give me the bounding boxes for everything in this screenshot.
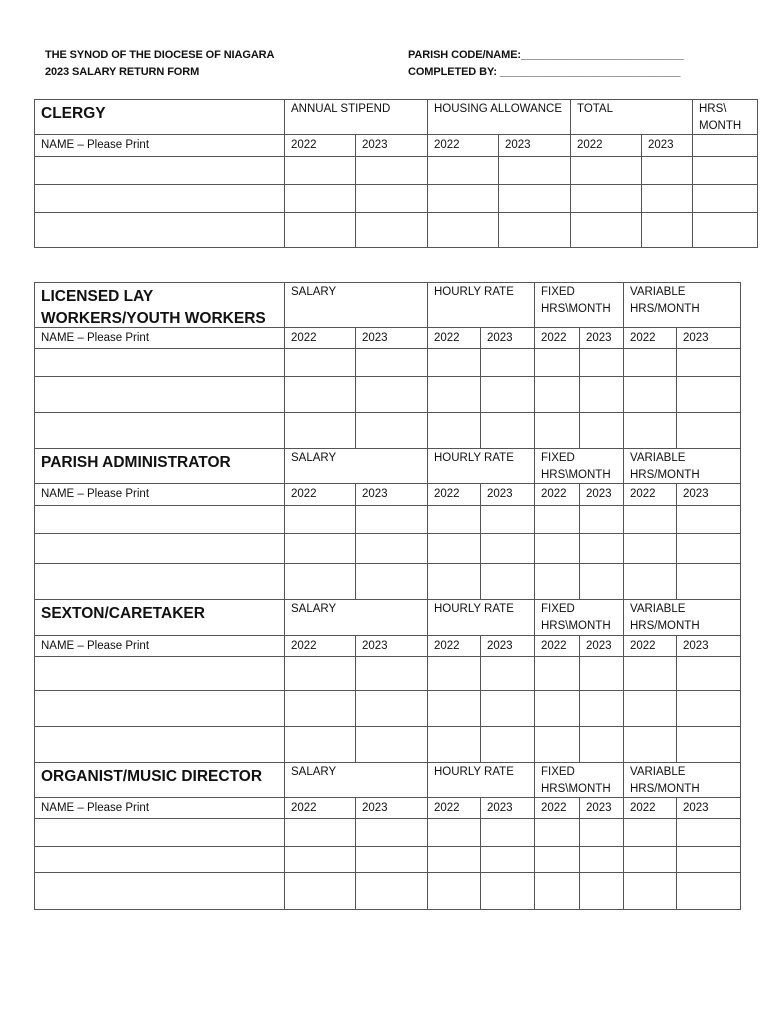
year-column-header: 2022 <box>623 797 677 819</box>
clergy-title: CLERGY <box>34 99 285 135</box>
clergy-amount-input[interactable] <box>355 184 428 213</box>
organist-value-input[interactable] <box>480 872 535 910</box>
lay-worker-value-input[interactable] <box>676 376 741 413</box>
parish-administrator-value-input[interactable] <box>427 505 481 534</box>
parish-code-field[interactable]: PARISH CODE/NAME:___________________________ <box>408 49 684 61</box>
year-column-header: 2022 <box>284 327 356 349</box>
year-column-header: 2023 <box>579 327 624 349</box>
col-group-header: VARIABLE HRS/MONTH <box>623 448 741 484</box>
clergy-col-group-header: TOTAL <box>570 99 693 135</box>
clergy-amount-input[interactable] <box>570 156 642 185</box>
year-column-header: 2022 <box>534 483 580 506</box>
year-column-header: 2023 <box>355 483 428 506</box>
col-group-header: SALARY <box>284 762 428 798</box>
sexton-value-input[interactable] <box>534 690 580 727</box>
lay-worker-value-input[interactable] <box>676 412 741 449</box>
sexton-value-input[interactable] <box>284 726 356 763</box>
clergy-amount-input[interactable] <box>498 212 571 248</box>
organist-value-input[interactable] <box>427 846 481 873</box>
sexton-value-input[interactable] <box>579 726 624 763</box>
year-column-header: 2022 <box>534 797 580 819</box>
year-column-header: 2023 <box>480 327 535 349</box>
lay-worker-value-input[interactable] <box>480 348 535 377</box>
form-title: 2023 SALARY RETURN FORM <box>45 66 200 78</box>
sexton-value-input[interactable] <box>284 690 356 727</box>
clergy-amount-input[interactable] <box>427 212 499 248</box>
year-column-header: 2023 <box>355 327 428 349</box>
organist-title: ORGANIST/MUSIC DIRECTOR <box>34 762 285 798</box>
sexton-value-input[interactable] <box>355 726 428 763</box>
organist-value-input[interactable] <box>355 818 428 847</box>
year-column-header: 2022 <box>534 635 580 657</box>
year-column-header: 2023 <box>480 797 535 819</box>
sexton-value-input[interactable] <box>623 690 677 727</box>
sexton-value-input[interactable] <box>534 726 580 763</box>
organist-value-input[interactable] <box>355 846 428 873</box>
name-column-header: NAME – Please Print <box>34 797 285 819</box>
lay-worker-value-input[interactable] <box>427 412 481 449</box>
col-group-header: FIXED HRS\MONTH <box>534 282 624 328</box>
sexton-value-input[interactable] <box>623 656 677 691</box>
year-column-header: 2023 <box>355 635 428 657</box>
parish-administrator-value-input[interactable] <box>427 533 481 564</box>
clergy-amount-input[interactable] <box>570 212 642 248</box>
lay-worker-value-input[interactable] <box>623 348 677 377</box>
organist-name-input[interactable] <box>34 846 285 873</box>
clergy-amount-input[interactable] <box>284 212 356 248</box>
clergy-amount-input[interactable] <box>498 184 571 213</box>
year-column-header: 2022 <box>623 635 677 657</box>
organist-value-input[interactable] <box>623 846 677 873</box>
parish-administrator-value-input[interactable] <box>579 533 624 564</box>
lay-worker-value-input[interactable] <box>534 376 580 413</box>
parish-administrator-value-input[interactable] <box>480 563 535 600</box>
year-column-header: 2022 <box>570 134 642 157</box>
year-column-header: 2022 <box>534 327 580 349</box>
parish-administrator-value-input[interactable] <box>579 505 624 534</box>
lay-worker-title: LICENSED LAY WORKERS/YOUTH WORKERS <box>34 282 285 328</box>
year-column-header: 2022 <box>284 134 356 157</box>
lay-worker-name-input[interactable] <box>34 412 285 449</box>
sexton-value-input[interactable] <box>579 690 624 727</box>
year-column-header: 2022 <box>427 327 481 349</box>
parish-administrator-value-input[interactable] <box>623 563 677 600</box>
lay-worker-name-input[interactable] <box>34 348 285 377</box>
clergy-name-input[interactable] <box>34 212 285 248</box>
col-group-header: SALARY <box>284 448 428 484</box>
year-column-header: 2022 <box>623 327 677 349</box>
clergy-amount-input[interactable] <box>692 184 758 213</box>
hrs-month-subheader <box>692 134 758 157</box>
parish-administrator-value-input[interactable] <box>284 505 356 534</box>
clergy-amount-input[interactable] <box>692 212 758 248</box>
parish-administrator-value-input[interactable] <box>534 563 580 600</box>
organist-value-input[interactable] <box>676 818 741 847</box>
sexton-title: SEXTON/CARETAKER <box>34 599 285 636</box>
year-column-header: 2023 <box>480 483 535 506</box>
lay-worker-value-input[interactable] <box>623 412 677 449</box>
col-group-header: VARIABLE HRS/MONTH <box>623 282 741 328</box>
sexton-value-input[interactable] <box>623 726 677 763</box>
organist-value-input[interactable] <box>480 818 535 847</box>
lay-worker-value-input[interactable] <box>427 348 481 377</box>
organist-value-input[interactable] <box>676 846 741 873</box>
clergy-amount-input[interactable] <box>498 156 571 185</box>
col-group-header: HOURLY RATE <box>427 599 535 636</box>
lay-worker-value-input[interactable] <box>579 376 624 413</box>
organist-value-input[interactable] <box>284 872 356 910</box>
year-column-header: 2022 <box>427 635 481 657</box>
sexton-value-input[interactable] <box>480 656 535 691</box>
organist-value-input[interactable] <box>623 872 677 910</box>
col-group-header: VARIABLE HRS/MONTH <box>623 762 741 798</box>
parish-administrator-value-input[interactable] <box>534 533 580 564</box>
clergy-amount-input[interactable] <box>355 156 428 185</box>
name-column-header: NAME – Please Print <box>34 327 285 349</box>
lay-worker-value-input[interactable] <box>284 376 356 413</box>
parish-administrator-value-input[interactable] <box>427 563 481 600</box>
name-column-header: NAME – Please Print <box>34 483 285 506</box>
organist-value-input[interactable] <box>284 818 356 847</box>
year-column-header: 2022 <box>284 797 356 819</box>
col-group-header: VARIABLE HRS/MONTH <box>623 599 741 636</box>
year-column-header: 2023 <box>480 635 535 657</box>
sexton-value-input[interactable] <box>534 656 580 691</box>
col-group-header: HOURLY RATE <box>427 448 535 484</box>
col-group-header: SALARY <box>284 599 428 636</box>
name-column-header: NAME – Please Print <box>34 635 285 657</box>
parish-administrator-title: PARISH ADMINISTRATOR <box>34 448 285 484</box>
clergy-col-group-header: ANNUAL STIPEND <box>284 99 428 135</box>
organist-value-input[interactable] <box>534 872 580 910</box>
sexton-value-input[interactable] <box>284 656 356 691</box>
sexton-value-input[interactable] <box>427 656 481 691</box>
lay-worker-value-input[interactable] <box>534 412 580 449</box>
lay-worker-value-input[interactable] <box>480 412 535 449</box>
sexton-value-input[interactable] <box>355 656 428 691</box>
clergy-amount-input[interactable] <box>427 184 499 213</box>
lay-worker-value-input[interactable] <box>427 376 481 413</box>
lay-worker-value-input[interactable] <box>355 376 428 413</box>
parish-administrator-value-input[interactable] <box>623 505 677 534</box>
lay-worker-value-input[interactable] <box>355 348 428 377</box>
year-column-header: 2022 <box>427 797 481 819</box>
organist-value-input[interactable] <box>355 872 428 910</box>
clergy-col-group-header: HRS\ MONTH <box>692 99 758 135</box>
sexton-value-input[interactable] <box>427 690 481 727</box>
clergy-amount-input[interactable] <box>427 156 499 185</box>
parish-administrator-value-input[interactable] <box>355 533 428 564</box>
col-group-header: HOURLY RATE <box>427 282 535 328</box>
lay-worker-value-input[interactable] <box>623 376 677 413</box>
organist-value-input[interactable] <box>427 818 481 847</box>
col-group-header: FIXED HRS\MONTH <box>534 448 624 484</box>
year-column-header: 2023 <box>676 483 741 506</box>
lay-worker-value-input[interactable] <box>284 412 356 449</box>
organist-name-input[interactable] <box>34 872 285 910</box>
diocese-title: THE SYNOD OF THE DIOCESE OF NIAGARA <box>45 49 275 61</box>
clergy-amount-input[interactable] <box>692 156 758 185</box>
year-column-header: 2023 <box>579 483 624 506</box>
lay-worker-value-input[interactable] <box>534 348 580 377</box>
lay-worker-value-input[interactable] <box>579 348 624 377</box>
parish-administrator-name-input[interactable] <box>34 505 285 534</box>
organist-value-input[interactable] <box>534 818 580 847</box>
parish-administrator-value-input[interactable] <box>534 505 580 534</box>
year-column-header: 2023 <box>579 635 624 657</box>
parish-administrator-name-input[interactable] <box>34 533 285 564</box>
parish-administrator-value-input[interactable] <box>284 563 356 600</box>
year-column-header: 2022 <box>427 134 499 157</box>
sexton-name-input[interactable] <box>34 690 285 727</box>
sexton-value-input[interactable] <box>676 690 741 727</box>
clergy-amount-input[interactable] <box>355 212 428 248</box>
year-column-header: 2023 <box>498 134 571 157</box>
parish-administrator-value-input[interactable] <box>676 533 741 564</box>
col-group-header: FIXED HRS\MONTH <box>534 762 624 798</box>
organist-value-input[interactable] <box>284 846 356 873</box>
clergy-name-input[interactable] <box>34 156 285 185</box>
year-column-header: 2023 <box>579 797 624 819</box>
clergy-amount-input[interactable] <box>641 212 693 248</box>
form-header-right <box>408 47 683 81</box>
sexton-name-input[interactable] <box>34 656 285 691</box>
parish-administrator-value-input[interactable] <box>579 563 624 600</box>
lay-worker-value-input[interactable] <box>480 376 535 413</box>
organist-value-input[interactable] <box>480 846 535 873</box>
parish-administrator-value-input[interactable] <box>676 563 741 600</box>
organist-value-input[interactable] <box>623 818 677 847</box>
clergy-name-input[interactable] <box>34 184 285 213</box>
clergy-amount-input[interactable] <box>284 156 356 185</box>
parish-administrator-value-input[interactable] <box>480 533 535 564</box>
lay-worker-value-input[interactable] <box>579 412 624 449</box>
col-group-header: FIXED HRS\MONTH <box>534 599 624 636</box>
sexton-value-input[interactable] <box>480 726 535 763</box>
form-header-left <box>45 47 274 81</box>
year-column-header: 2022 <box>623 483 677 506</box>
col-group-header: SALARY <box>284 282 428 328</box>
sexton-value-input[interactable] <box>427 726 481 763</box>
sexton-name-input[interactable] <box>34 726 285 763</box>
year-column-header: 2022 <box>284 635 356 657</box>
lay-worker-value-input[interactable] <box>676 348 741 377</box>
clergy-amount-input[interactable] <box>284 184 356 213</box>
year-column-header: 2022 <box>284 483 356 506</box>
lay-worker-value-input[interactable] <box>355 412 428 449</box>
year-column-header: 2022 <box>427 483 481 506</box>
clergy-amount-input[interactable] <box>641 156 693 185</box>
clergy-amount-input[interactable] <box>570 184 642 213</box>
name-column-header: NAME – Please Print <box>34 134 285 157</box>
organist-value-input[interactable] <box>676 872 741 910</box>
parish-administrator-value-input[interactable] <box>284 533 356 564</box>
lay-worker-name-input[interactable] <box>34 376 285 413</box>
year-column-header: 2023 <box>676 635 741 657</box>
parish-administrator-value-input[interactable] <box>355 505 428 534</box>
organist-value-input[interactable] <box>534 846 580 873</box>
organist-name-input[interactable] <box>34 818 285 847</box>
parish-administrator-value-input[interactable] <box>676 505 741 534</box>
completed-by-field[interactable]: COMPLETED BY: ______________________________ <box>408 66 681 78</box>
parish-administrator-value-input[interactable] <box>480 505 535 534</box>
sexton-value-input[interactable] <box>355 690 428 727</box>
organist-value-input[interactable] <box>579 872 624 910</box>
organist-value-input[interactable] <box>579 846 624 873</box>
col-group-header: HOURLY RATE <box>427 762 535 798</box>
year-column-header: 2023 <box>641 134 693 157</box>
year-column-header: 2023 <box>676 797 741 819</box>
year-column-header: 2023 <box>355 134 428 157</box>
clergy-amount-input[interactable] <box>641 184 693 213</box>
parish-administrator-value-input[interactable] <box>623 533 677 564</box>
sexton-value-input[interactable] <box>480 690 535 727</box>
year-column-header: 2023 <box>355 797 428 819</box>
organist-value-input[interactable] <box>579 818 624 847</box>
sexton-value-input[interactable] <box>676 656 741 691</box>
clergy-col-group-header: HOUSING ALLOWANCE <box>427 99 571 135</box>
organist-value-input[interactable] <box>427 872 481 910</box>
parish-administrator-value-input[interactable] <box>355 563 428 600</box>
lay-worker-value-input[interactable] <box>284 348 356 377</box>
parish-administrator-name-input[interactable] <box>34 563 285 600</box>
sexton-value-input[interactable] <box>676 726 741 763</box>
sexton-value-input[interactable] <box>579 656 624 691</box>
year-column-header: 2023 <box>676 327 741 349</box>
